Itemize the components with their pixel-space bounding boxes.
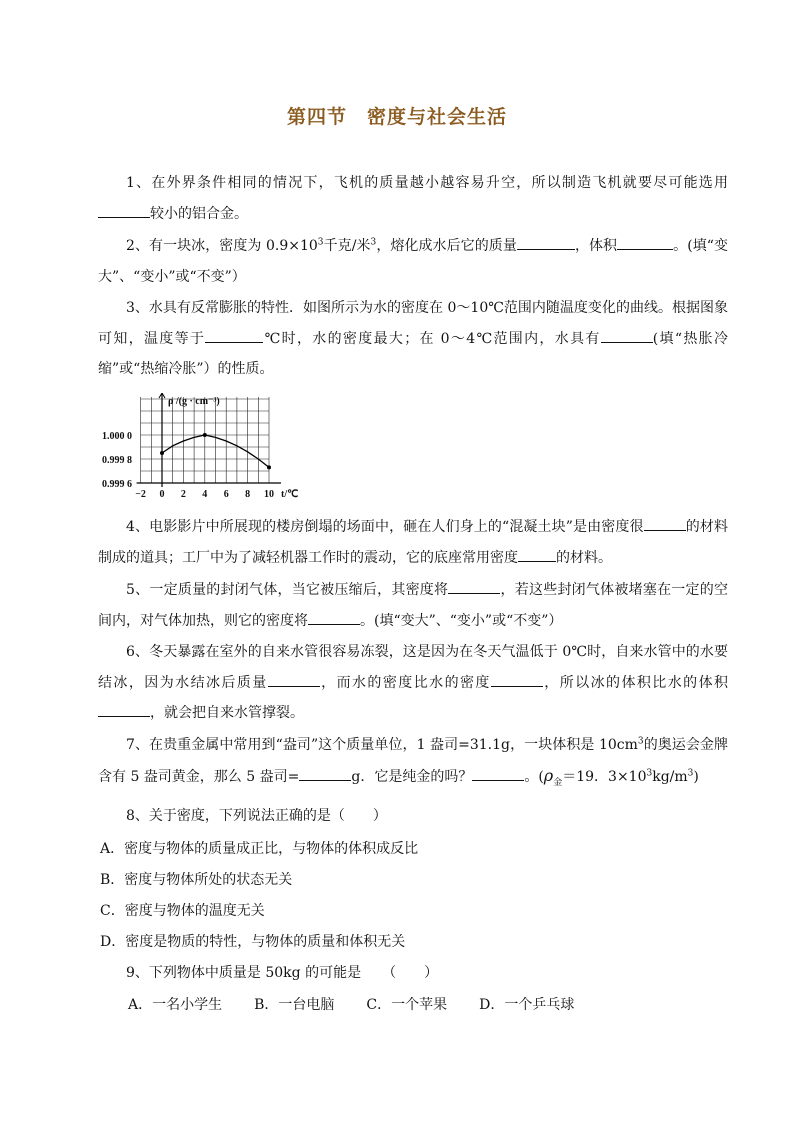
answer-blank[interactable]	[448, 579, 500, 594]
answer-blank[interactable]	[617, 235, 673, 250]
y-tick-label: 1.000 0	[102, 431, 132, 442]
data-point	[267, 465, 271, 469]
density-temperature-chart	[100, 393, 310, 505]
q9-option-a[interactable]: A．一名小学生	[128, 997, 223, 1013]
x-tick-label: 10	[264, 489, 274, 500]
q8-option-b[interactable]: B．密度与物体所处的状态无关	[100, 872, 293, 888]
question-2: 2、有一块冰，密度为 $0.9\times 10^3$千克/米$^3$，熔化成水后它的质量 ，体积 。(填“变大”、“变小”或“不变”）	[98, 231, 728, 292]
data-point	[160, 451, 164, 455]
x-tick-label: 2	[180, 489, 186, 500]
answer-blank[interactable]	[98, 203, 150, 218]
q8-option-a[interactable]: A．密度与物体的质量成正比，与物体的体积成反比	[100, 841, 419, 857]
q9-option-d[interactable]: D．一个乒乓球	[479, 997, 575, 1013]
x-tick-label: 8	[245, 489, 251, 500]
answer-blank[interactable]	[98, 702, 150, 717]
question-3: 3、水具有反常膨胀的特性．如图所示为水的密度在 0～10℃范围内随温度变化的曲线。根据图象可知，温度等于 ℃时，水的密度最大；在 0～4℃范围内，水具有 (填“热胀冷缩”或“热缩冷胀”）的性质。	[98, 300, 729, 377]
chart-svg	[100, 393, 310, 505]
y-tick-label: 0.999 6	[102, 479, 132, 490]
x-axis-label: t/℃	[281, 489, 299, 500]
x-tick-label: 0	[159, 489, 165, 500]
answer-blank[interactable]	[517, 235, 575, 250]
question-4: 4、电影影片中所展现的楼房倒塌的场面中，砸在人们身上的“混凝土块”是由密度很 的材料制成的道具；工厂中为了减轻机器工作时的震动，它的底座常用密度 的材料。	[98, 512, 728, 573]
answer-blank[interactable]	[601, 328, 653, 343]
answer-blank[interactable]	[308, 610, 360, 625]
question-5: 5、一定质量的封闭气体，当它被压缩后，其密度将 ，若这些封闭气体被堵塞在一定的空间内，对气体加热，则它的密度将 。(填“变大”、“变小”或“不变”）	[98, 575, 728, 636]
question-9-stem: 9、下列物体中质量是 50kg 的可能是 （ ）	[126, 965, 439, 981]
x-tick-label: 4	[202, 489, 208, 500]
question-7: 7、在贵重金属中常用到“盎司”这个质量单位，1 盎司=31.1g，一块体积是 $10cm^3$的奥运会金牌含有 5 盎司黄金，那么 5 盎司= g．它是纯金的吗？ 。($\rho_金=19$．$3\times 10^3kg/m^3$)	[98, 736, 728, 788]
question-8-stem: 8、关于密度，下列说法正确的是（ ）	[126, 808, 387, 824]
answer-blank[interactable]	[518, 547, 556, 562]
data-point	[203, 433, 207, 437]
answer-blank[interactable]	[205, 328, 263, 343]
q8-option-c[interactable]: C．密度与物体的温度无关	[100, 903, 265, 919]
answer-blank[interactable]	[472, 766, 524, 781]
question-6: 6、冬天暴露在室外的自来水管很容易冻裂，这是因为在冬天气温低于 0℃时，自来水管中的水要结冰，因为水结冰后质量 ，而水的密度比水的密度 ，所以冰的体积比水的体积，就会把自来水管撑裂。	[98, 644, 729, 721]
question-1: 1、在外界条件相同的情况下，飞机的质量越小越容易升空，所以制造飞机就要尽可能选用较小的铝合金。	[98, 168, 728, 229]
x-tick-label: 6	[223, 489, 229, 500]
page-title: 第四节 密度与社会生活	[286, 106, 507, 128]
answer-blank[interactable]	[299, 766, 351, 781]
q9-options	[128, 990, 574, 1020]
y-axis-label: ρ /(g · cm⁻³)	[168, 396, 220, 407]
answer-blank[interactable]	[268, 672, 320, 687]
answer-blank[interactable]	[491, 672, 543, 687]
q8-option-d[interactable]: D．密度是物质的特性，与物体的质量和体积无关	[100, 934, 406, 950]
q9-option-b[interactable]: B．一台电脑	[254, 997, 335, 1013]
y-tick-label: 0.999 8	[102, 455, 132, 466]
q9-option-c[interactable]: C．一个苹果	[366, 997, 448, 1013]
answer-blank[interactable]	[644, 516, 686, 531]
x-tick-label: −2	[135, 489, 146, 500]
